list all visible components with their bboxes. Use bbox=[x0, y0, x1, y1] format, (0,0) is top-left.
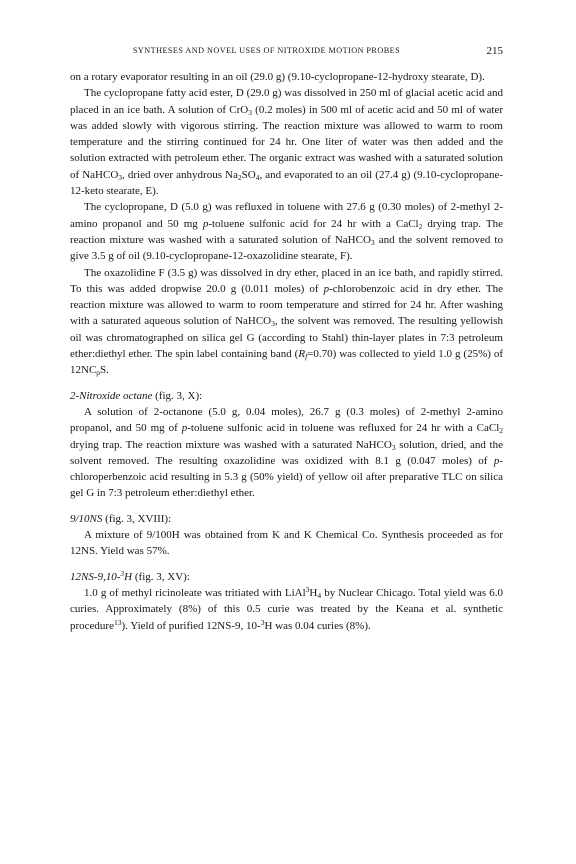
body-text bbox=[70, 69, 503, 634]
paragraph-3: The cyclopropane, D (5.0 g) was refluxed in toluene with 27.6 g (0.30 moles) of 2-methyl 2-amino propanol and 50 mg p-toluene sulfonic acid for 24 hr with a CaCl$_2$ drying trap. The reaction mixture was washed with a saturated solution of NaHCO$_3$ and the solvent removed to give 3.5 g of oil (9.10-cyclopropane-12-oxazolidine stearate, F). bbox=[70, 201, 503, 263]
paragraph-2: The cyclopropane fatty acid ester, D (29.0 g) was dissolved in 250 ml of glacial acetic acid and placed in an ice bath. A solution of CrO$_3$ (0.2 moles) in 500 ml of acetic acid and 50 ml of water was added slowly with vigorous stirring. The reaction mixture was allowed to warm to room temperature and the stirring continued for 24 hr. One liter of water was then added and the solution extracted with petroleum ether. The organic extract was washed with a saturated solution of NaHCO$_3$, dried over anhydrous $Na_2SO_4$, and evaporated to an oil (27.4 g) (9.10-cyclopropane-12-keto stearate, E). bbox=[70, 87, 504, 198]
paragraph-1: on a rotary evaporator resulting in an oil (29.0 g) (9.10-cyclopropane-12-hydroxy stearate, D). bbox=[70, 71, 485, 83]
paragraph-12ns-tritium: 1.0 g of methyl ricinoleate was tritiated with $LiAl^3H_4$ by Nuclear Chicago. Total yield was 6.0 curies. Approximately (8%) of this 0.5 curie was treated by the Keana et al. synthetic procedure$^{13}$). Yield of purified 12NS-9, 10-$^3$H was 0.04 curies (8%). bbox=[70, 584, 503, 632]
running-head: SYNTHESES AND NOVEL USES OF NITROXIDE MOTION PROBES bbox=[132, 46, 401, 55]
paragraph-nitroxide-octane: A solution of 2-octanone (5.0 g, 0.04 moles), 26.7 g (0.3 moles) of 2-methyl 2-amino propanol, and 50 mg of p-toluene sulfonic acid in toluene was refluxed for 24 hr with a CaCl$_2$ drying trap. The reaction mixture was washed with a saturated NaHCO$_3$ solution, dried, and the solvent removed. The resulting oxazolidine was oxidized with 8.1 g (0.047 moles) of p-chloroperbenzoic acid resulting in 5.3 g (50% yield) of yellow oil after preparative TLC on silica gel G in 7:3 petroleum ether:diethyl ether. bbox=[70, 405, 504, 500]
section-heading-12ns-tritium: 12NS-9,10-$^3$H (fig. 3, XV): bbox=[70, 568, 190, 583]
page-number: 215 bbox=[486, 45, 503, 57]
paragraph-4: The oxazolidine F (3.5 g) was dissolved in dry ether, placed in an ice bath, and rapidly stirred. To this was added dropwise 20.0 g (0.011 moles) of p-chlorobenzoic acid in dry ether. The reaction mixture was allowed to warm to room temperature and stirred for 24 hr. After washing with a saturated aqueous solution of NaHCO$_3$, the solvent was removed. The resulting yellowish oil was chromatographed on silica gel G (according to Stahl) thin-layer plates in 7:3 petroleum ether:diethyl ether. The spin label containing band $(R_f=0.70)$ was collected to yield 1.0 g (25%) of $12NC_pS$. bbox=[70, 266, 503, 378]
section-heading-9-10ns: 9/10NS (fig. 3, XVIII): bbox=[70, 512, 172, 525]
paragraph-9-10ns: A mixture of 9/100H was obtained from K and K Chemical Co. Synthesis proceeded as for 12NS. Yield was 57%. bbox=[70, 529, 503, 558]
section-heading-nitroxide-octane: 2-Nitroxide octane (fig. 3, X): bbox=[70, 389, 203, 402]
page-header bbox=[70, 43, 503, 59]
